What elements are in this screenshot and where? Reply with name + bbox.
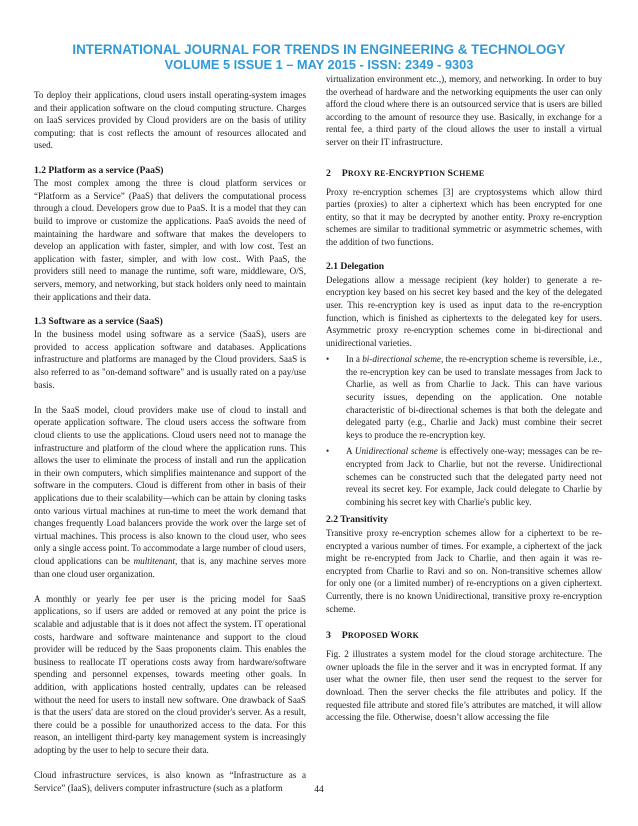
section-heading-transitivity: 2.2 Transitivity: [326, 514, 389, 526]
bullet-icon: •: [326, 354, 330, 365]
paragraph: virtualization environment etc.,), memory, and networking. In order to buy the overhead of hardware and the networking equipments the user can only afford the cloud where there is an outsourced service that is users are billed according to the amount of resource they use. Basically, in exchange for a rental fee, a third party of the cloud allows the user to install a virtual server on their IT infrastructure.: [326, 74, 602, 147]
bullet-item: • In a bi-directional scheme, the re-encryption scheme is reversible, i.e., the re-encryption key can be used to translate messages from Jack to Charlie, as well as from Charlie to Jack. This can have various security issues, depending on the application. One notable characteristic of bi-directional schemes is that both the delegate and delegated party (e.g., Charlie and Jack) must combine their secret keys to produce the re-encryption key.: [326, 354, 602, 440]
right-column: [326, 73, 602, 724]
section-heading-saas: 1.3 Software as a service (SaaS): [34, 315, 163, 327]
paragraph: In the SaaS model, cloud providers make use of cloud to install and operate application software. The cloud users access the software from cloud clients to use the applications. Cloud users need not to manage the infrastructure and platform of the cloud where the application runs. This allows the user to eliminate the process of install and run the application in their own computers, which simplifies maintenance and support of the software in the computers. Cloud is different from other in basis of their applications due to their scalability—which can be attain by cloning tasks onto various virtual machines at run-time to meet the work demand that changes frequently Load balancers provide the work over the large set of virtual machines. This process is also known to the cloud user, who sees only a single access point. To accommodate a large number of cloud users, cloud applications can be multitenant, that is, any machine serves more than one cloud user organization.: [34, 404, 306, 579]
bullet-icon: •: [326, 446, 330, 457]
section-heading-proposed-work: 3 PROPOSED WORK: [326, 630, 420, 642]
paragraph: Transitive proxy re-encryption schemes allow for a ciphertext to be re-encrypted a various number of times. For example, a ciphertext of the jack might be re-encrypted from Jack to Charlie, and then again it was re-encrypted from Charlie to Ravi and so on. Non-transitive schemes allow for only one (or a limited number) of re-encryptions on a given ciphertext. Currently, there is no known Unidirectional, transitive proxy re-encryption scheme.: [326, 528, 602, 614]
paragraph: The most complex among the three is cloud platform services or “Platform as a Service” (PaaS) that delivers the computational process through a cloud. Developers grow due to PaaS. It is a model that they can build to improve or customize the applications. PaaS avoids the need of maintaining the hardware and software that makes the developers to develop an application with faster, simpler, and with low cost. Test an application with faster, simpler, and with low cost.. With PaaS, the providers still need to manage the runtime, soft ware, middleware, O/S, servers, memory, and networking, but stack holders only need to maintain their applications and their data.: [34, 178, 306, 302]
paragraph: A monthly or yearly fee per user is the pricing model for SaaS applications, so if users are added or removed at any point the price is scalable and adjustable that is it does not affect the system. IT operational costs, hardware and software maintenance and support to the cloud provider will be reduced by the Saas proponents claim. This enables the business to reallocate IT operations costs away from hardware/software spending and personnel expenses, towards meeting other goals. In addition, with applications hosted centrally, updates can be released without the need for users to install new software. One drawback of SaaS is that the users' data are stored on the cloud provider's server. As a result, there could be a possible for unauthorized access to the data. For this reason, an intelligent third-party key management system is increasingly adopting by the user to help to secure their data.: [34, 593, 306, 755]
bullet-item: • A Unidirectional scheme is effectively one-way; messages can be re-encrypted from Jack to Charlie, but not the reverse. Unidirectional schemes can be constructed such that the delegated party need not reveal its secret key. For example, Jack could delegate to Charlie by combining his secret key with Charlie's public key.: [326, 446, 602, 507]
paragraph: Proxy re-encryption schemes [3] are cryptosystems which allow third parties (proxies) to alter a ciphertext which has been encrypted for one entity, so that it may be decrypted by another entity. Proxy re-encryption schemes are similar to traditional symmetric or asymmetric schemes, with the addition of two functions.: [326, 186, 602, 247]
journal-header: [0, 42, 638, 72]
journal-issue: VOLUME 5 ISSUE 1 – MAY 2015 - ISSN: 2349 - 9303: [164, 57, 474, 72]
section-heading-delegation: 2.1 Delegation: [326, 261, 385, 273]
paragraph: To deploy their applications, cloud users install operating-system images and their application software on the cloud computing structure. Charges on IaaS services provided by Cloud providers are on the basis of utility computing: that is cost reflects the amount of resources allocated and used.: [34, 90, 306, 151]
left-column: [34, 89, 306, 794]
paragraph: Fig. 2 illustrates a system model for the cloud storage architecture. The owner uploads the file in the server and it was in encrypted format. If any user what the owner file, then user send the request to the server for download. Then the server checks the file attributes and policy. If the requested file attribute and stored file’s attributes are matched, it will allow accessing the file. Otherwise, doesn’t allow accessing the file: [326, 649, 602, 723]
paragraph: In the business model using software as a service (SaaS), users are provided to access application software and databases. Applications infrastructure and platforms are managed by the Cloud providers. SaaS is also referred to as "on-demand software" and is usually rated on a pay/use basis.: [34, 329, 306, 390]
paragraph: Cloud infrastructure services, is also known as “Infrastructure as a Service” (IaaS), delivers computer infrastructure (such as a platform: [34, 770, 306, 793]
journal-title: INTERNATIONAL JOURNAL FOR TRENDS IN ENGINEERING & TECHNOLOGY: [72, 42, 566, 57]
section-heading-paas: 1.2 Platform as a service (PaaS): [34, 164, 164, 176]
page-number: 44: [314, 785, 324, 795]
paragraph: Delegations allow a message recipient (key holder) to generate a re-encryption key based on his secret key based and the key of the delegated user. This re-encryption key is used as input data to the re-encryption function, which is finished as ciphertexts to the delegated key for users. Asymmetric proxy re-encryption schemes come in bi-directional and unidirectional varieties.: [326, 274, 602, 348]
section-heading-proxy: 2 PROXY RE-ENCRYPTION SCHEME: [326, 167, 485, 179]
emphasis: multitenant: [133, 555, 176, 566]
